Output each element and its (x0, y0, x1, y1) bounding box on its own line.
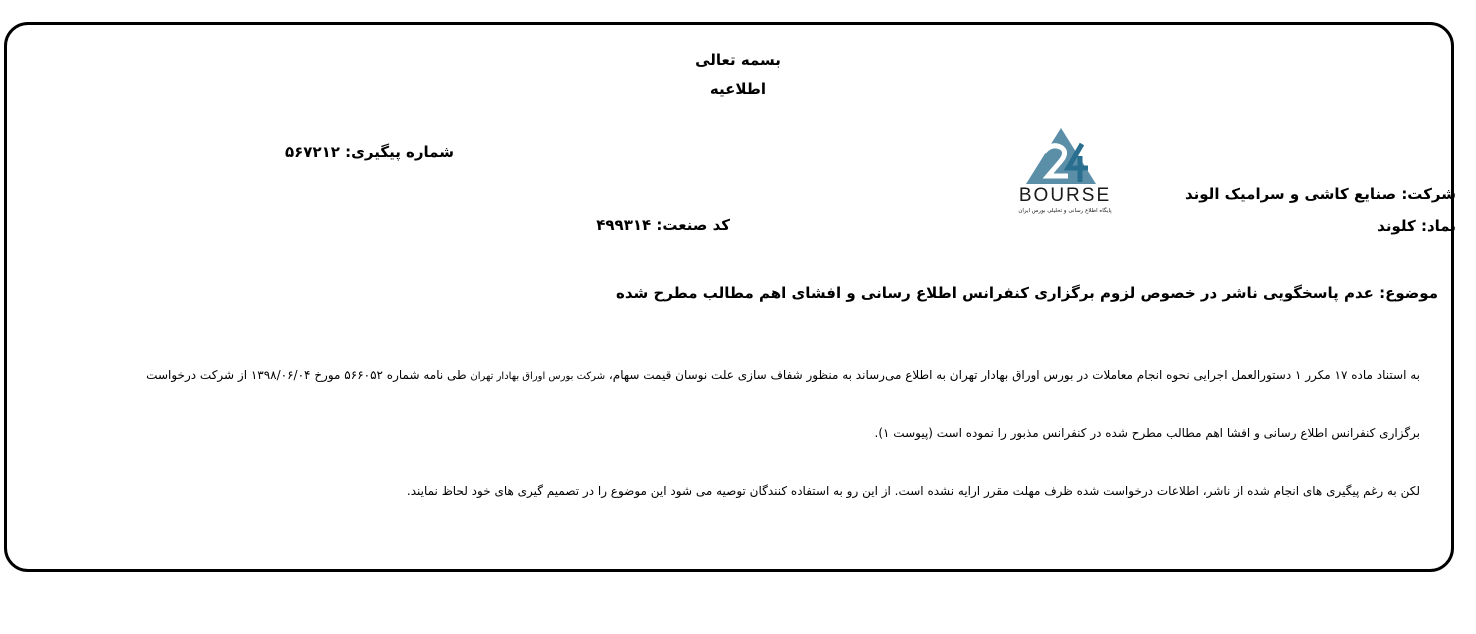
tracking-label: شماره پیگیری: (345, 143, 454, 161)
body-paragraph-1-line-2: برگزاری کنفرانس اطلاع رسانی و افشا اهم مطالب مطرح شده در کنفرانس مذبور را نموده است (پیوست ۱). (874, 426, 1420, 440)
body-paragraph-2: لکن به رغم پیگیری های انجام شده از ناشر، اطلاعات درخواست شده ظرف مهلت مقرر ارایه نشده است. از این رو به استفاده کنندگان توصیه می شود این موضوع را در تصمیم گیری های خود لحاظ نمایند. (406, 484, 1420, 498)
tracking-number-row (285, 143, 454, 161)
body-paragraph-1-part-2: طی نامه شماره ۵۶۶۰۵۲ مورخ ۱۳۹۸/۰۶/۰۴ از شرکت درخواست (146, 368, 467, 382)
company-name: صنایع کاشی و سرامیک الوند (1184, 185, 1397, 203)
body-paragraph-1-part-1: به استناد ماده ۱۷ مکرر ۱ دستورالعمل اجرایی نحوه انجام معاملات در بورس اوراق بهادار تهران به اطلاع می‌رساند به منظور شفاف سازی علت نوسان قیمت سهام، (608, 368, 1420, 382)
subject-label: موضوع: (1379, 284, 1438, 302)
tracking-number: ۵۶۷۲۱۲ (284, 143, 340, 161)
symbol-label: نماد: (1420, 217, 1456, 235)
subject-text: عدم پاسخگویی ناشر در خصوص لزوم برگزاری کنفرانس اطلاع رسانی و افشای اهم مطالب مطرح شده (615, 284, 1374, 302)
body-paragraph-1-small: شرکت بورس اوراق بهادار تهران (470, 371, 606, 382)
symbol-row (1377, 217, 1456, 235)
company-label: شرکت: (1401, 185, 1456, 203)
body-paragraph-1-line-1 (146, 368, 1420, 382)
logo-wordmark: BOURSE (1018, 185, 1112, 206)
bourse-logo-graphic (1008, 126, 1122, 214)
bourse-logo (1008, 126, 1122, 214)
subject-row (616, 284, 1438, 302)
logo-tagline: پایگاه اطلاع رسانی و تحلیلی بورس ایران (1018, 208, 1112, 214)
company-row (1185, 185, 1456, 203)
industry-code-value: ۴۹۹۳۱۴ (596, 216, 652, 234)
notice-title: اطلاعیه (709, 80, 767, 98)
symbol-value: کلوند (1377, 217, 1416, 235)
industry-code-row (596, 216, 730, 234)
invocation-heading: بسمه تعالی (695, 51, 781, 69)
industry-code-label: کد صنعت: (656, 216, 730, 234)
